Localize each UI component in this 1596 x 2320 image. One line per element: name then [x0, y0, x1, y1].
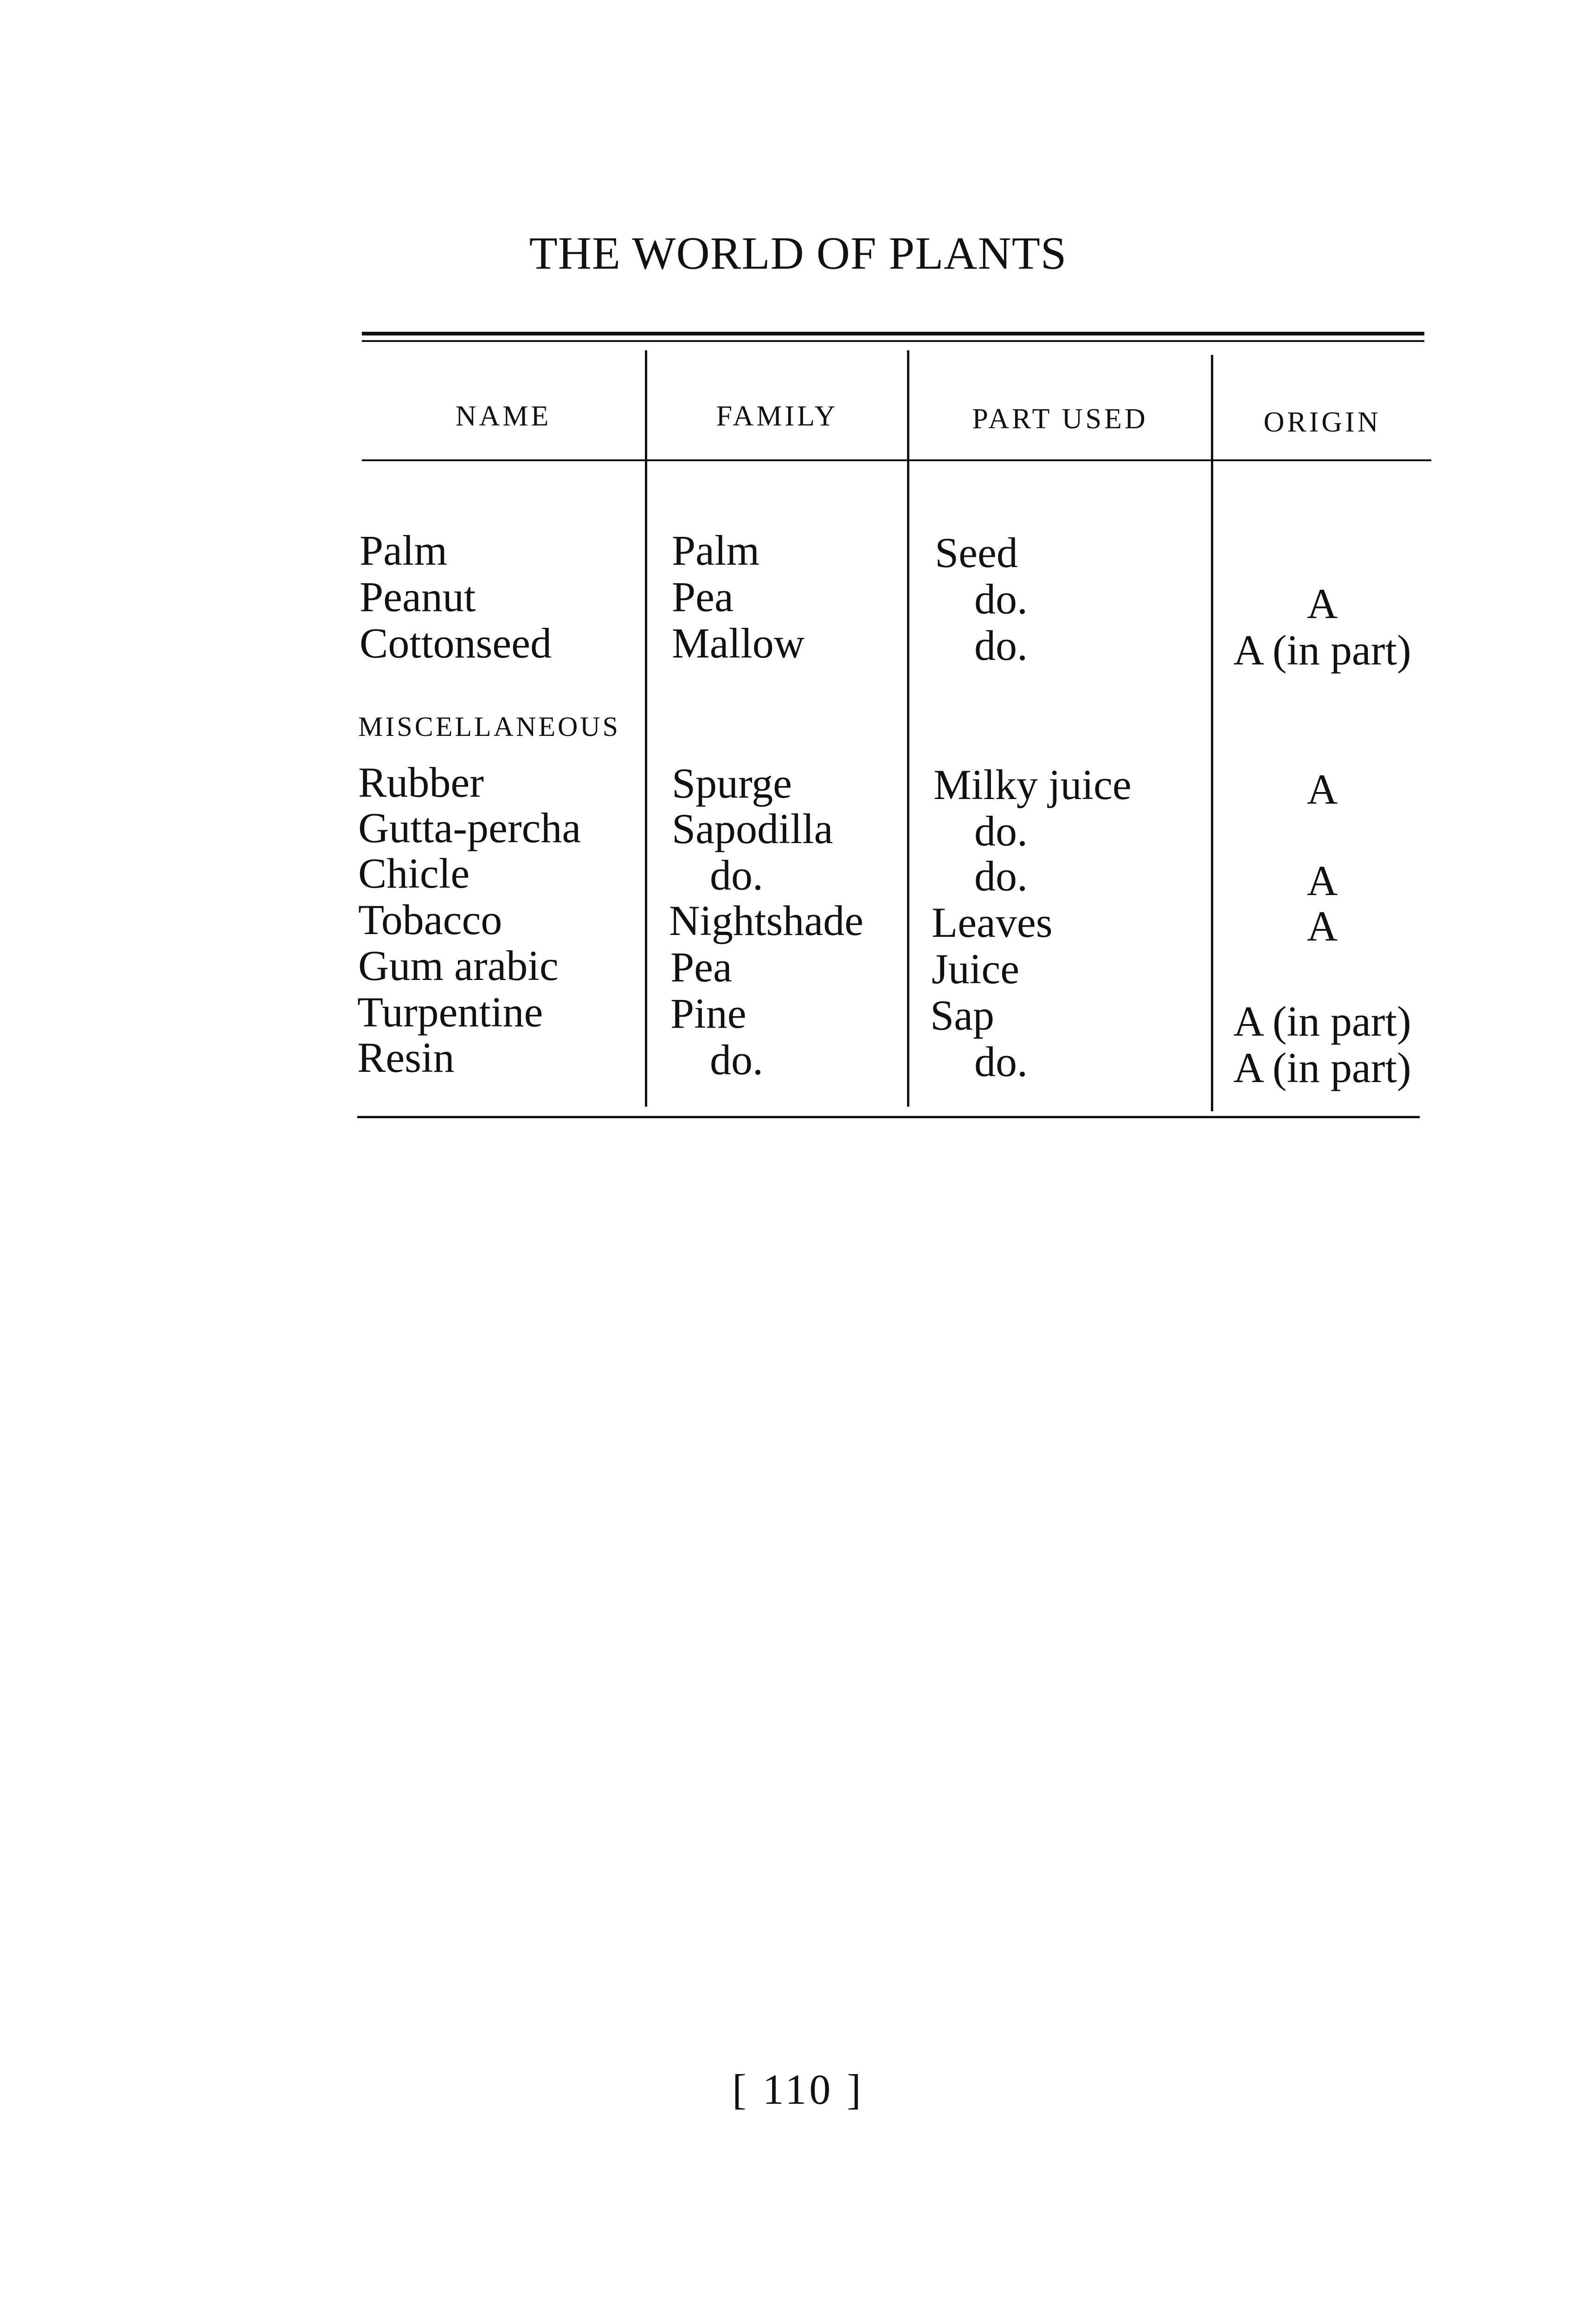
family-cell: do.	[710, 1036, 763, 1083]
family-cell: Palm	[672, 527, 760, 574]
origin-cell: A (in part)	[1233, 626, 1411, 674]
name-cell: Peanut	[360, 573, 476, 620]
column-header-name: NAME	[455, 400, 552, 432]
origin-cell: A	[1306, 857, 1338, 904]
family-cell: do.	[710, 851, 763, 899]
page-title: THE WORLD OF PLANTS	[529, 227, 1067, 279]
family-cell: Nightshade	[669, 897, 864, 944]
part-cell: Sap	[930, 992, 994, 1039]
name-cell: Rubber	[358, 759, 484, 806]
column-header-family: FAMILY	[716, 400, 838, 432]
column-divider	[1211, 355, 1213, 1111]
origin-cell: A	[1306, 580, 1338, 627]
part-cell: Juice	[932, 945, 1020, 992]
table-top-rule	[362, 332, 1424, 335]
name-cell: Cottonseed	[360, 619, 552, 667]
name-cell: Resin	[357, 1034, 455, 1081]
part-cell: Milky juice	[933, 761, 1132, 808]
page-number: [ 110 ]	[732, 2066, 864, 2113]
name-cell: Gutta-percha	[358, 804, 581, 851]
family-cell: Mallow	[672, 619, 805, 667]
family-cell: Pine	[670, 990, 747, 1037]
origin-cell: A	[1306, 766, 1338, 813]
column-divider	[907, 350, 909, 1107]
family-cell: Spurge	[672, 760, 792, 807]
family-cell: Pea	[670, 943, 732, 991]
family-cell: Pea	[672, 573, 734, 620]
name-cell: Gum arabic	[358, 942, 559, 989]
name-cell: Tobacco	[358, 896, 502, 943]
part-cell: do.	[974, 622, 1028, 669]
name-cell: Chicle	[358, 850, 470, 897]
origin-cell: A (in part)	[1233, 1044, 1411, 1091]
part-cell: do.	[974, 807, 1028, 855]
part-cell: do.	[974, 852, 1028, 900]
family-cell: Sapodilla	[672, 805, 833, 852]
header-rule	[362, 459, 1431, 461]
part-cell: Leaves	[932, 899, 1053, 946]
origin-cell: A	[1306, 902, 1338, 950]
name-cell: Palm	[360, 527, 448, 574]
name-cell: Turpentine	[357, 988, 543, 1036]
part-cell: do.	[974, 1038, 1028, 1085]
origin-cell: A (in part)	[1233, 998, 1411, 1045]
table-bottom-rule	[357, 1116, 1420, 1118]
column-header-origin: ORIGIN	[1263, 406, 1381, 438]
part-cell: do.	[974, 575, 1028, 623]
column-divider	[645, 350, 647, 1107]
section-label: MISCELLANEOUS	[358, 711, 621, 742]
part-cell: Seed	[935, 529, 1018, 576]
column-header-part-used: PART USED	[972, 403, 1148, 435]
table-top-rule-thin	[362, 340, 1424, 342]
